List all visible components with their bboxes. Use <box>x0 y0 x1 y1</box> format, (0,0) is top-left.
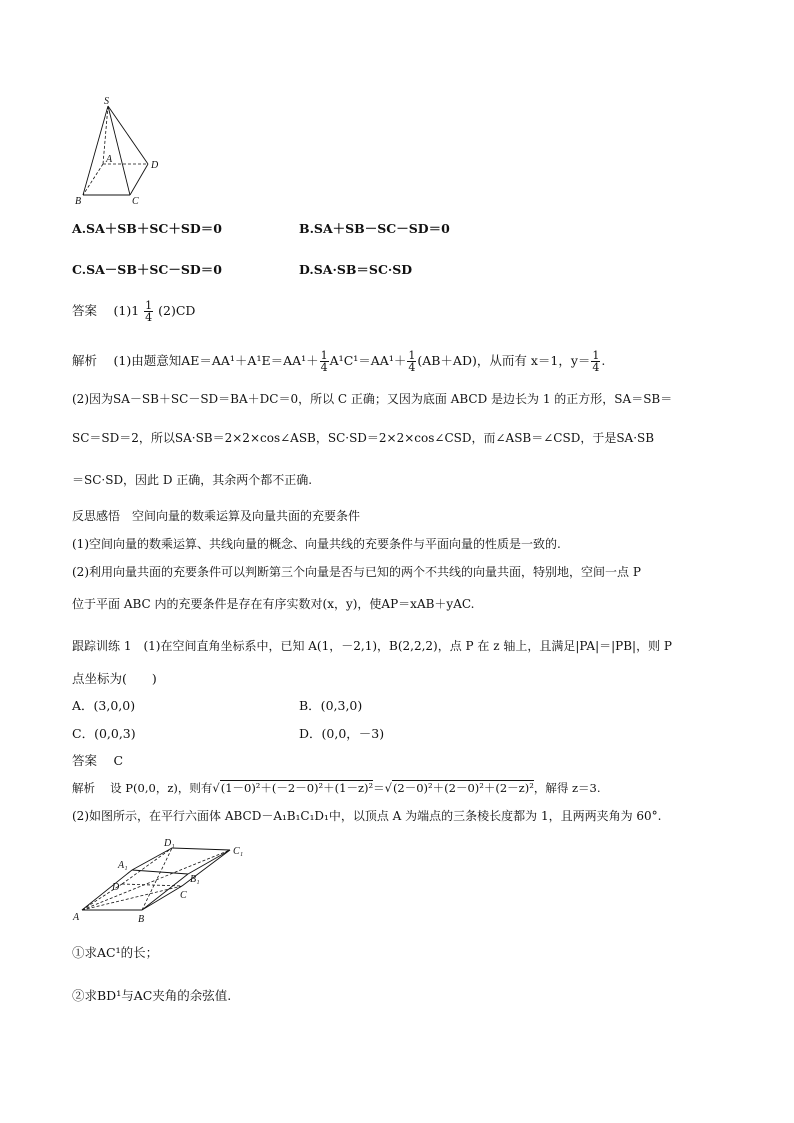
edge-d1-c1 <box>172 848 230 850</box>
analysis-1-line-4: ＝SC·SD，因此 D 正确，其余两个都不正确. <box>72 473 313 487</box>
answer-part-a: (1)1 <box>113 303 140 318</box>
practice-option-d: D．(0,0，－3) <box>299 726 385 741</box>
label-a: A <box>106 154 113 165</box>
analysis-1-line-2: (2)因为SA－SB＋SC－SD＝BA＋DC＝0，所以 C 正确；又因为底面 ABCD 是边长为 1 的正方形，SA＝SB＝ <box>72 392 673 406</box>
edge-ab <box>83 164 103 195</box>
edge-cd <box>130 164 148 195</box>
edge-sd <box>108 106 148 164</box>
label-s: S <box>104 96 109 107</box>
sqrt-right: (2－0)²＋(2－0)²＋(2－z)² <box>392 781 534 795</box>
sub-question-2: ②求BD¹与AC夹角的余弦值. <box>72 988 232 1003</box>
practice-analysis: 解析 设 P(0,0，z)，则有√(1－0)²＋(－2－0)²＋(1－z)²＝√(2－0)²＋(2－0)²＋(2－z)²，解得 z＝3. <box>72 781 601 795</box>
fraction-quarter: $\frac{1}{4}$ <box>145 299 153 324</box>
analysis-1-line-1: 解析 (1)由题意知AE＝AA¹＋A¹E＝AA¹＋ $\frac{1}{4}$ A¹C¹＝AA¹＋ $\frac{1}{4}$ (AB＋AD)，从而有 x＝1，y＝ $\frac{1}{4}$ . <box>72 349 606 374</box>
pyramid-figure <box>70 96 170 206</box>
edge-a1-d1 <box>132 848 172 870</box>
edge-d-d1 <box>122 848 172 884</box>
option-b: B.SA＋SB－SC－SD＝0 <box>299 221 450 236</box>
analysis-1-line-3: SC＝SD＝2，所以SA·SB＝2×2×cos∠ASB，SC·SD＝2×2×cos∠CSD，而∠ASB＝∠CSD，于是SA·SB <box>72 431 655 445</box>
diag-a-c1 <box>82 850 230 910</box>
edge-sc <box>108 106 130 195</box>
answer-1 <box>72 300 195 323</box>
sqrt-left: (1－0)²＋(－2－0)²＋(1－z)² <box>220 781 374 795</box>
practice-option-c: C．(0,0,3) <box>72 726 136 741</box>
analysis-label: 解析 <box>72 353 98 368</box>
practice-analysis-label: 解析 <box>72 781 95 795</box>
practice-line-1: 跟踪训练 1 (1)在空间直角坐标系中，已知 A(1，－2,1)，B(2,2,2)，点 P 在 z 轴上，且满足|PA|＝|PB|，则 P <box>72 639 672 653</box>
practice-line-2: 点坐标为( ) <box>72 671 157 686</box>
label-c: C <box>180 890 187 901</box>
label-b: B <box>75 196 82 207</box>
answer-part-b: (2)CD <box>158 303 196 318</box>
label-c: C <box>132 196 139 207</box>
parallelepiped-figure <box>70 838 260 928</box>
label-b1: B₁ <box>190 874 200 885</box>
reflection-p3: 位于平面 ABC 内的充要条件是存在有序实数对(x，y)，使AP＝xAB＋yAC. <box>72 597 475 611</box>
label-d: D <box>112 882 120 893</box>
reflection-p1: (1)空间向量的数乘运算、共线向量的概念、向量共线的充要条件与平面向量的性质是一致的. <box>72 537 561 551</box>
answer-label: 答案 <box>72 303 98 318</box>
practice-option-a: A．(3,0,0) <box>72 698 136 713</box>
option-d: D.SA·SB＝SC·SD <box>299 262 413 277</box>
practice-option-b: B．(0,3,0) <box>299 698 363 713</box>
edge-b-c <box>142 886 182 910</box>
label-b: B <box>138 914 145 925</box>
option-c: C.SA－SB＋SC－SD＝0 <box>72 262 222 277</box>
practice-part-2: (2)如图所示，在平行六面体 ABCD－A₁B₁C₁D₁中，以顶点 A 为端点的三条棱长度都为 1，且两两夹角为 60°. <box>72 809 662 823</box>
option-a: A.SA＋SB＋SC＋SD＝0 <box>72 221 222 236</box>
edge-sb <box>83 106 108 195</box>
label-d: D <box>151 160 159 171</box>
label-c1: C₁ <box>233 846 244 857</box>
edge-d-c <box>122 884 182 886</box>
label-a: A <box>73 912 80 923</box>
edge-b1-c1 <box>188 850 230 874</box>
practice-answer-label: 答案 <box>72 753 98 768</box>
practice-answer-value: C <box>113 753 124 768</box>
practice-answer <box>72 753 123 769</box>
reflection-p2: (2)利用向量共面的充要条件可以判断第三个向量是否与已知的两个不共线的向量共面，特别地，空间一点 P <box>72 565 641 579</box>
sub-question-1: ①求AC¹的长； <box>72 945 159 960</box>
label-a1: A₁ <box>118 860 128 871</box>
label-d1: D₁ <box>164 838 175 849</box>
reflection-title: 反思感悟 空间向量的数乘运算及向量共面的充要条件 <box>72 509 361 523</box>
